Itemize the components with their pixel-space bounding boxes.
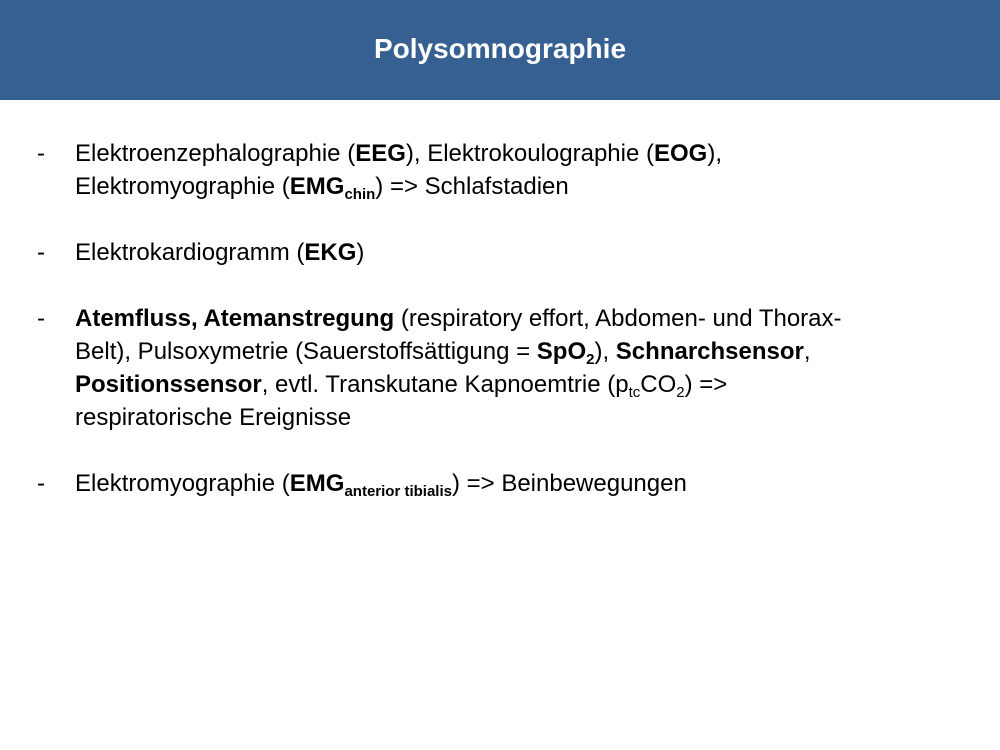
bullet-dash: - xyxy=(37,239,45,266)
text-run: Elektromyographie ( xyxy=(75,470,290,497)
text-run: ), Elektrokoulographie ( xyxy=(405,140,654,167)
text-run: Elektroenzephalographie ( xyxy=(75,140,356,167)
subscript-text xyxy=(344,483,452,500)
text-run: ) => Beinbewegungen xyxy=(451,470,687,497)
bullet-item xyxy=(0,467,1000,500)
text-run: ), xyxy=(707,140,723,167)
bullet-item xyxy=(0,302,1000,434)
bold-wrapper: anterior tibialis xyxy=(344,483,452,500)
text-run: respiratorische Ereignisse xyxy=(75,404,352,431)
text-run: ) xyxy=(356,239,365,266)
bold-wrapper: 2 xyxy=(586,351,595,368)
bullet-dash: - xyxy=(37,470,45,497)
bullet-text xyxy=(75,137,975,203)
bullet-item xyxy=(0,137,1000,203)
text-run: ), xyxy=(594,338,616,365)
bold-text: Positionssensor xyxy=(75,371,262,398)
subscript-text: tc xyxy=(628,384,641,401)
bullet-item xyxy=(0,236,1000,269)
text-run: , evtl. Transkutane Kapnoemtrie (p xyxy=(261,371,629,398)
slide-title: Polysomnographie xyxy=(373,33,627,64)
bold-text: Atemfluss, Atemanstregung xyxy=(75,305,395,332)
bold-text: Schnarchsensor xyxy=(615,338,804,365)
subscript-text xyxy=(344,186,375,203)
bullet-dash: - xyxy=(37,305,45,332)
text-run: , xyxy=(803,338,811,365)
title-bar xyxy=(0,0,1000,100)
text-run: Belt), Pulsoxymetrie (Sauerstoffsättigung = xyxy=(75,338,537,365)
subscript-text: 2 xyxy=(676,384,685,401)
text-run: Elektromyographie ( xyxy=(75,173,290,200)
bold-text: EEG xyxy=(355,140,406,167)
text-run: (respiratory effort, Abdomen- und Thorax- xyxy=(394,305,842,332)
text-run: CO xyxy=(640,371,677,398)
bullet-text xyxy=(75,302,975,434)
bullet-dash: - xyxy=(37,140,45,167)
bold-wrapper: chin xyxy=(344,186,376,203)
bold-text: EKG xyxy=(304,239,357,266)
text-run: Elektrokardiogramm ( xyxy=(75,239,305,266)
bold-text: EMG xyxy=(289,173,345,200)
text-run: ) => xyxy=(684,371,728,398)
bullet-text xyxy=(75,236,975,269)
bullet-text xyxy=(75,467,975,500)
text-run: ) => Schlafstadien xyxy=(375,173,569,200)
bold-text: SpO xyxy=(536,338,587,365)
bullet-list xyxy=(0,137,1000,533)
bold-text: EOG xyxy=(654,140,708,167)
bold-text: EMG xyxy=(289,470,345,497)
